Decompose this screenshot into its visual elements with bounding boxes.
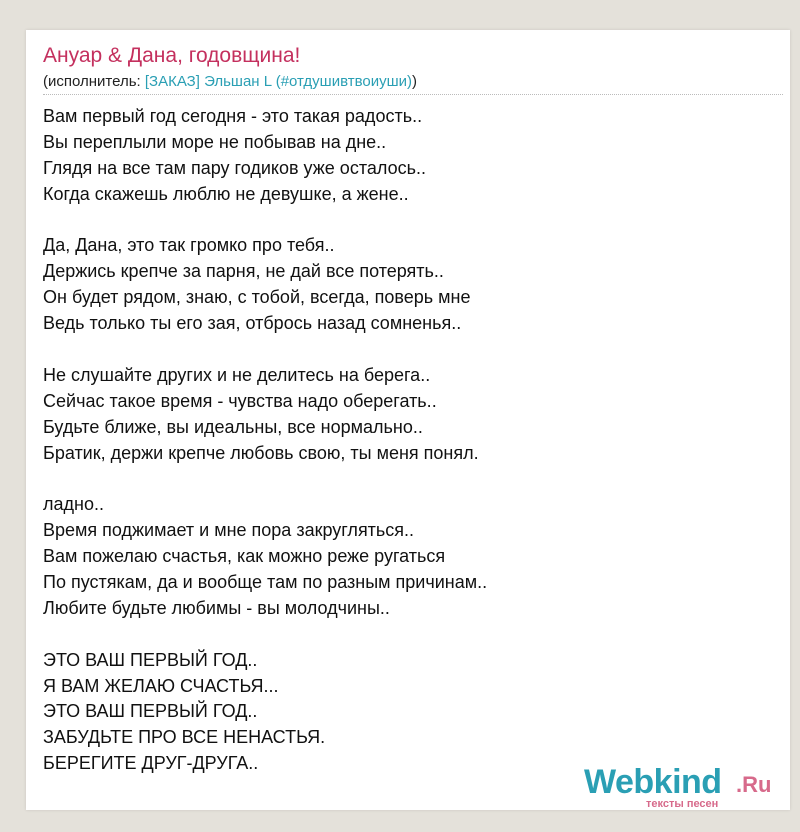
- lyric-line: Я ВАМ ЖЕЛАЮ СЧАСТЬЯ...: [43, 675, 279, 696]
- lyric-line: Да, Дана, это так громко про тебя..: [43, 235, 335, 256]
- lyric-line: Не слушайте других и не делитесь на берега..: [43, 364, 431, 385]
- lyric-line: По пустякам, да и вообще там по разным причинам..: [43, 572, 488, 593]
- lyric-line: Ведь только ты его зая, отбрось назад сомненья..: [43, 313, 462, 334]
- performer-suffix: ): [412, 73, 418, 90]
- lyric-line: Держись крепче за парня, не дай все потерять..: [43, 261, 444, 282]
- title-divider: [43, 94, 783, 95]
- lyric-line: Время поджимает и мне пора закругляться..: [43, 520, 415, 541]
- lyrics-text: [43, 104, 487, 777]
- lyric-line: ЭТО ВАШ ПЕРВЫЙ ГОД..: [43, 649, 258, 670]
- lyric-line: Глядя на все там пару годиков уже осталось..: [43, 157, 426, 178]
- lyric-line: Вам первый год сегодня - это такая радость..: [43, 106, 423, 126]
- lyric-line: Когда скажешь люблю не девушке, а жене..: [43, 183, 409, 204]
- site-logo[interactable]: [584, 762, 780, 810]
- stanza-break: [43, 337, 487, 363]
- lyric-line: БЕРЕГИТЕ ДРУГ-ДРУГА..: [43, 753, 259, 774]
- lyric-line: Сейчас такое время - чувства надо оберегать..: [43, 390, 437, 411]
- lyric-line: ЗАБУДЬТЕ ПРО ВСЕ НЕНАСТЬЯ.: [43, 727, 326, 748]
- logo-wordmark: Webkind: [584, 763, 722, 801]
- performer-link[interactable]: [ЗАКАЗ] Эльшан L (#отдушивтвоиуши): [144, 73, 413, 90]
- lyric-line: Любите будьте любимы - вы молодчины..: [43, 597, 390, 618]
- song-title: Ануар & Дана, годовщина!: [43, 44, 301, 67]
- performer-line: [43, 73, 417, 91]
- lyric-line: Будьте ближе, вы идеальны, все нормально..: [43, 416, 423, 437]
- lyric-line: Вы переплыли море не побывав на дне..: [43, 131, 387, 152]
- lyric-line: ЭТО ВАШ ПЕРВЫЙ ГОД..: [43, 701, 258, 722]
- lyric-line: ладно..: [43, 494, 104, 515]
- lyric-line: Он будет рядом, знаю, с тобой, всегда, поверь мне: [43, 287, 471, 308]
- logo-domain: .Ru: [736, 772, 772, 797]
- performer-prefix: (исполнитель:: [43, 73, 145, 90]
- stanza-break: [43, 466, 487, 492]
- lyric-line: Вам пожелаю счастья, как можно реже ругаться: [43, 546, 446, 567]
- lyric-line: Братик, держи крепче любовь свою, ты меня понял.: [43, 442, 479, 463]
- stanza-break: [43, 622, 487, 648]
- logo-tagline: тексты песен: [646, 798, 719, 810]
- stanza-break: [43, 208, 487, 234]
